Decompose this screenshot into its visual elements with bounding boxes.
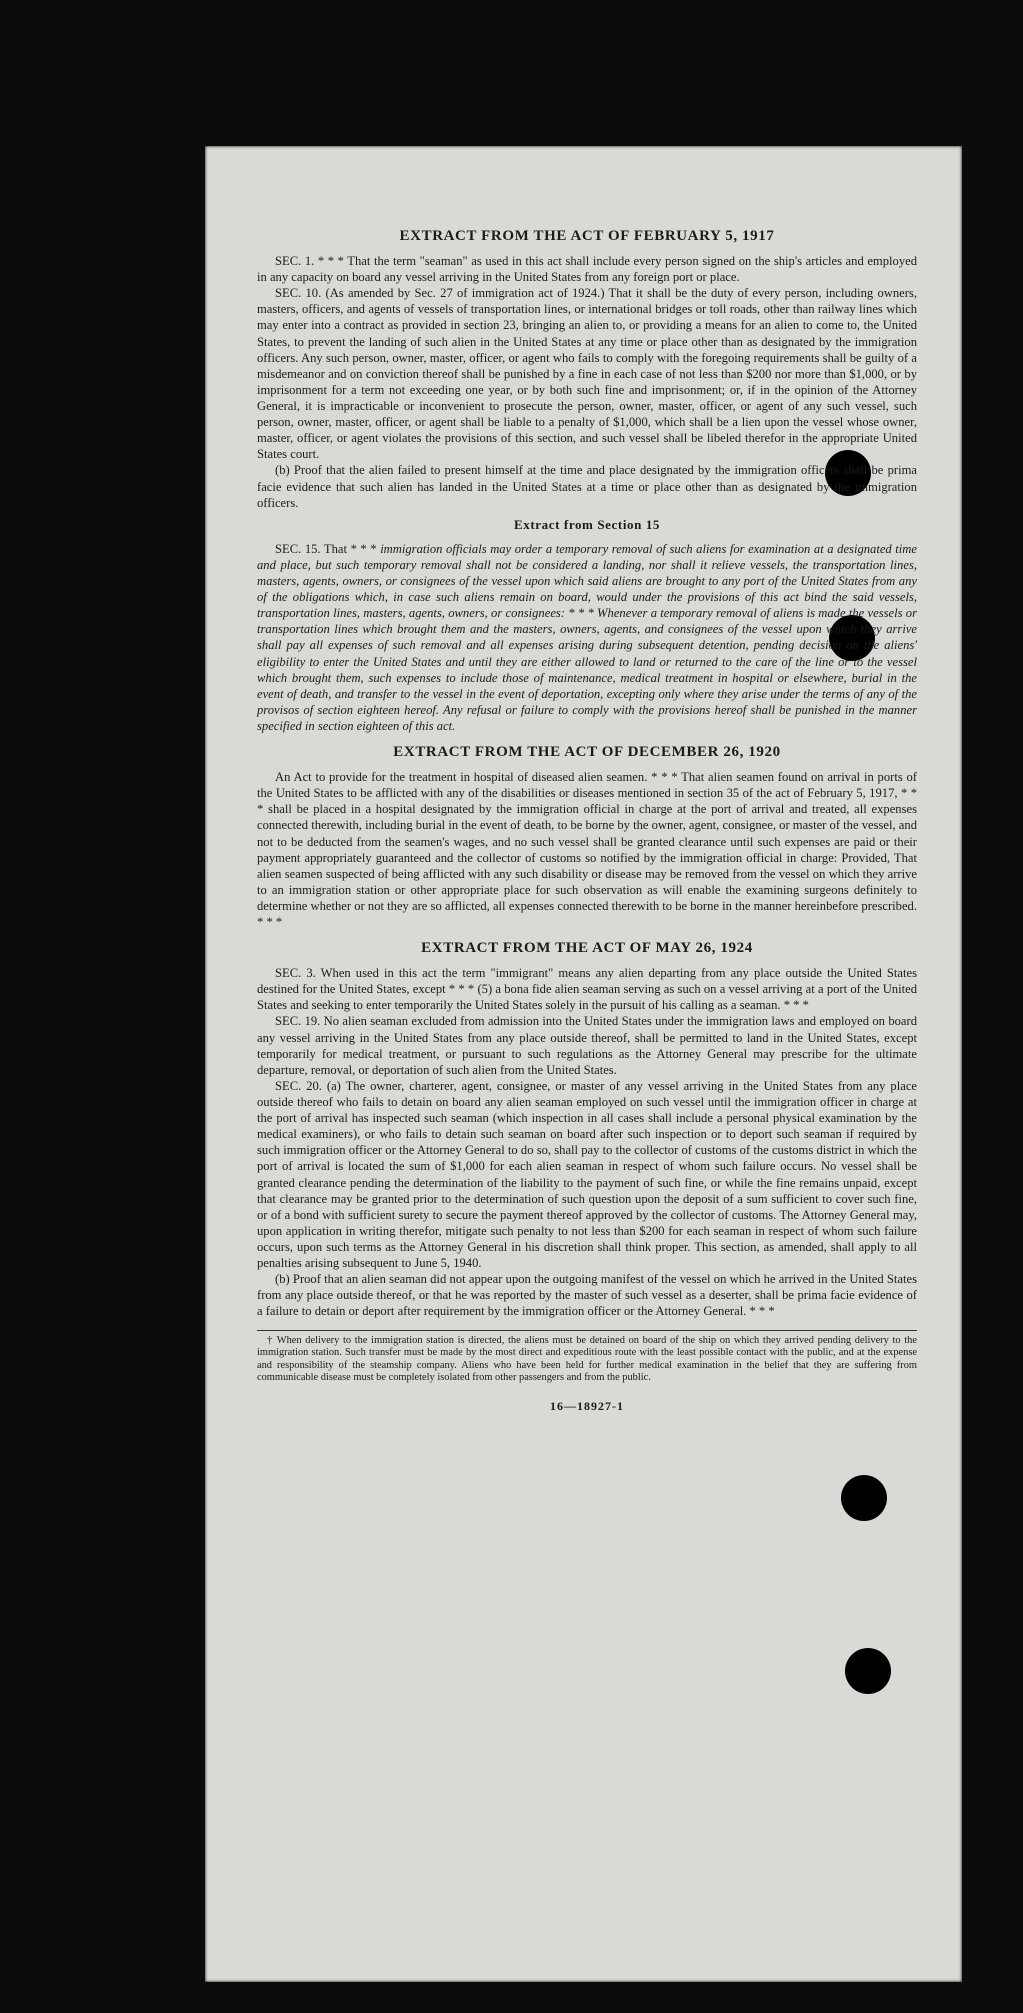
heading-act-1917: EXTRACT FROM THE ACT OF FEBRUARY 5, 1917 (399, 228, 775, 244)
punch-hole (845, 1648, 891, 1694)
document-page (205, 146, 962, 1982)
sec-15-italic-text: immigration officials may order a temporary removal of such aliens for examination at a designated time and place, but such temporary removal shall not be considered a landing, nor shall it relieve vessels, the transportation lines, masters, agents, owners, or consignees of the vessel upon which said aliens are brought to any port of the United States from any of the obligations which, in case such aliens remain on board, would under the provisions of this act bind the said vessels, transportation lines, masters, agents, owners, or consignees: * * * Whenever a temporary removal of aliens is made the vessels or transportation lines which brought them and the masters, owners, agents, and consignees of the vessel upon which they arrive shall pay all expenses of such removal and all expenses arising during subsequent detention, pending decision on the aliens' eligibility to enter the United States and until they are either allowed to land or returned to the care of the line or to the vessel which brought them, such expenses to include those of maintenance, medical treatment in hospital or elsewhere, burial in the event of death, and transfer to the vessel in the event of deportation, excepting only where they arise under the terms of any of the provisos of section eighteen hereof. Any refusal or failure to comply with the provisions hereof shall be punished in the manner specified in section eighteen of this act. (257, 541, 917, 733)
paragraph-sec-10: SEC. 10. (As amended by Sec. 27 of immigration act of 1924.) That it shall be the duty of every person, including owners, masters, officers, and agents of vessels of transportation lines, or international bridges or toll roads, other than railway lines which may enter into a contract as provided in section 23, bringing an alien to, or providing a means for an alien to come to, the United States, to prevent the landing of such alien in the United States at any time or place other than as designated by the immigration officers. Any such person, owner, master, officer, or agent who fails to comply with the foregoing requirements shall be guilty of a misdemeanor and on conviction thereof shall be punished by a fine in each case of not less than $200 nor more than $1,000, or by imprisonment for a term not exceeding one year, or by both such fine and imprisonment; or, if in the opinion of the Attorney General, it is impracticable or inconvenient to prosecute the person, owner, master, officer, or agent of any such vessel, such person, owner, master, officer, or agent shall be liable to a penalty of $1,000, which shall be a lien upon the vessel whose owner, master, officer, or agent violates the provisions of this section, and such vessel shall be libeled therefor in the appropriate United States court. (257, 286, 917, 462)
paragraph-sec-1: SEC. 1. * * * That the term "seaman" as used in this act shall include every person signed on the ship's articles and employed in any capacity on board any vessel arriving in the United States from any foreign port or place. (257, 254, 917, 285)
punch-hole (841, 1475, 887, 1521)
paragraph-sec-20-a: SEC. 20. (a) The owner, charterer, agent, consignee, or master of any vessel arriving in the United States from any place outside thereof who fails to detain on board any alien seaman employed on such vessel until the immigration officer in charge at the port of arrival has inspected such seaman (which inspection in all cases shall include a personal physical examination by the medical examiners), or who fails to detain such seaman on board after such inspection or to deport such seaman if required by such immigration officer or the Attorney General to do so, shall pay to the collector of customs of the customs district in which the port of arrival is located the sum of $1,000 for each alien seaman in respect of whom such failure occurs. No vessel shall be granted clearance pending the determination of the liability to the payment of such fine, or while the fine remains unpaid, except that clearance may be granted prior to the determination of such question upon the deposit of a sum sufficient to cover such fine, or of a bond with sufficient surety to secure the payment thereof approved by the collector of customs. The Attorney General may, upon application in writing therefor, mitigate such penalty to not less than $200 for each seaman in respect of whom such failure occurs, upon such terms as the Attorney General in his discretion shall think proper. This section, as amended, shall apply to all penalties arising subsequent to June 5, 1940. (257, 1078, 917, 1271)
footnote: † When delivery to the immigration station is directed, the aliens must be detained on board of the ship on which they arrived pending delivery to the immigration station. Such transfer must be made by the most direct and expeditious route with the least possible contact with the public, and at the expense and responsibility of the steamship company. Aliens who have been held for further medical examination in the belief that they are suffering from communicable disease must be completely isolated from other passengers and from the public. (257, 1330, 917, 1385)
paragraph-sec-15 (257, 541, 917, 734)
paragraph-sec-19: SEC. 19. No alien seaman excluded from admission into the United States under the immigration laws and employed on board any vessel arriving in the United States from any place outside thereof, shall be permitted to land in the United States, except temporarily for medical treatment, or pursuant to such regulations as the Attorney General may prescribe for the ultimate departure, removal, or deportation of such alien from the United States. (257, 1014, 917, 1077)
form-code: 16—18927-1 (550, 1398, 624, 1413)
paragraph-sec-20-b: (b) Proof that an alien seaman did not appear upon the outgoing manifest of the vessel on which he arrived in the United States from any place outside thereof, or that he was reported by the master of such vessel as a deserter, shall be prima facie evidence of a failure to detain or deport after requirement by the immigration officer or the Attorney General. * * * (257, 1272, 917, 1319)
heading-section-15: Extract from Section 15 (513, 516, 661, 532)
paragraph-act-1920: An Act to provide for the treatment in hospital of diseased alien seamen. * * * That alien seamen found on arrival in ports of the United States to be afflicted with any of the disabilities or diseases mentioned in section 35 of the act of February 5, 1917, * * * shall be placed in a hospital designated by the immigration official in charge at the port of arrival and treated, all expenses connected therewith, including burial in the event of death, to be borne by the owner, agent, consignee, or master of the vessel, and not to be deducted from the seamen's wages, and no such vessel shall be granted clearance until such expenses are paid or their payment appropriately guaranteed and the collector of customs so notified by the immigration official in charge: Provided, That alien seamen suspected of being afflicted with any such disability or disease may be removed from the vessel on which they arrive to an immigration station or other appropriate place for such observation as will enable the examining surgeons definitely to determine whether or not they are so afflicted, all expenses connected therewith to be borne in the manner hereinbefore prescribed. * * * (257, 770, 917, 930)
sec-15-lead: SEC. 15. That * * * (275, 541, 381, 556)
paragraph-sec-3: SEC. 3. When used in this act the term "immigrant" means any alien departing from any place outside the United States destined for the United States, except * * * (5) a bona fide alien seaman serving as such on a vessel arriving at a port of the United States and seeking to enter temporarily the United States solely in the pursuit of his calling as a seaman. * * * (257, 966, 917, 1013)
paragraph-sec-10-b: (b) Proof that the alien failed to present himself at the time and place designated by the immigration officers shall be prima facie evidence that such alien has landed in the United States at a time or place other than as designated by the immigration officers. (257, 463, 917, 510)
heading-act-1924: EXTRACT FROM THE ACT OF MAY 26, 1924 (421, 940, 753, 957)
document-body (257, 228, 917, 1414)
heading-act-1920: EXTRACT FROM THE ACT OF DECEMBER 26, 1920 (393, 744, 781, 761)
